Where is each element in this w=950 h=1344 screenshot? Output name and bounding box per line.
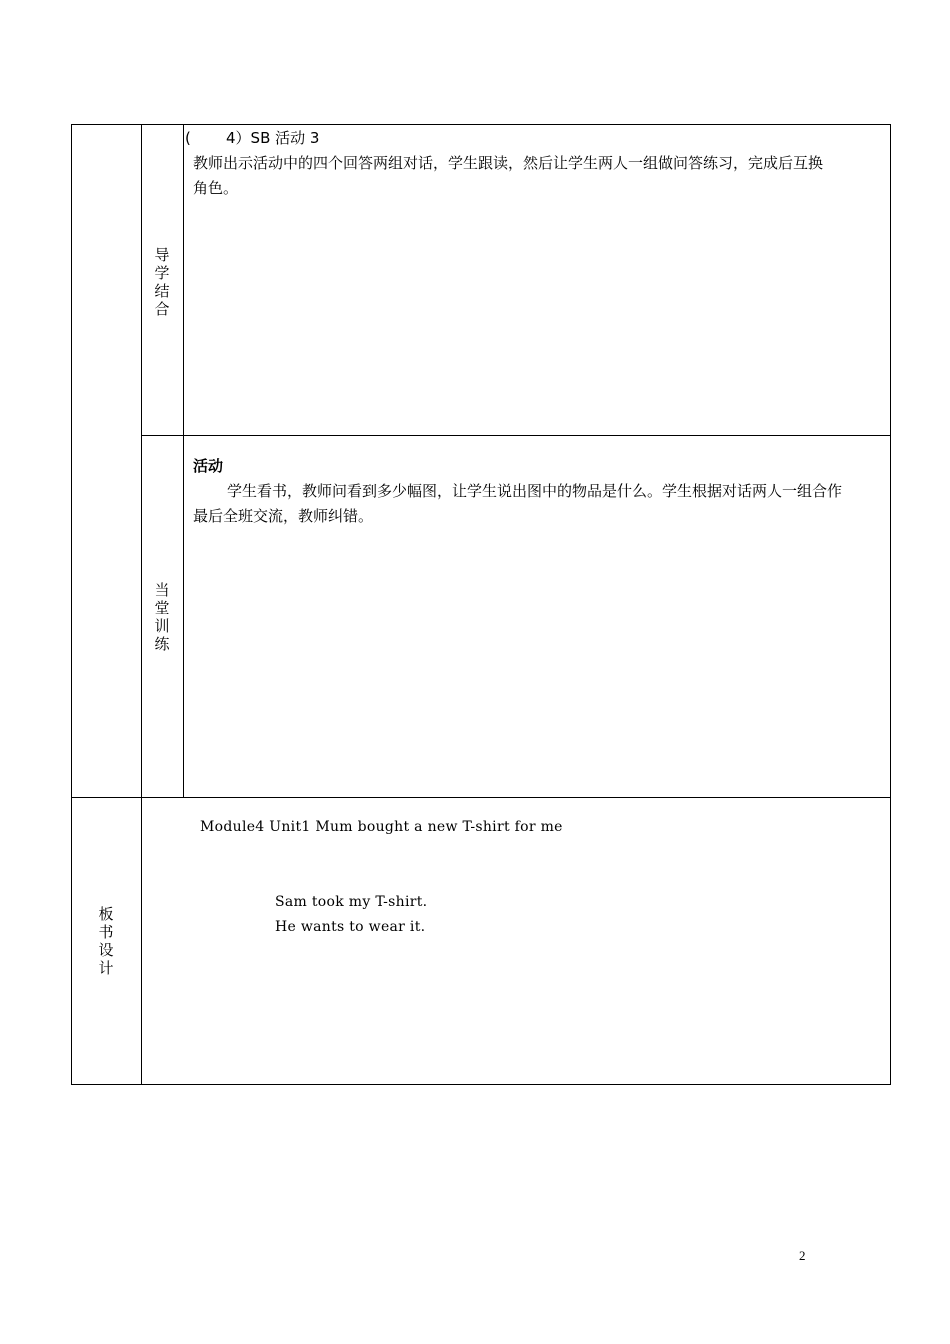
dangtang-text-line-2: 最后全班交流，教师纠错。 — [193, 507, 374, 525]
row-divider-daoxue — [141, 435, 891, 436]
dangtang-text-line-1: 学生看书，教师问看到多少幅图，让学生说出图中的物品是什么。学生根据对话两人一组合作 — [227, 482, 843, 500]
section-label-daoxue: 导学结合 — [154, 246, 170, 318]
board-sentence-1: Sam took my T-shirt. — [275, 894, 428, 910]
section-label-dangtang: 当堂训练 — [154, 581, 170, 653]
dangtang-heading: 活动 — [193, 457, 224, 475]
table-top-border — [71, 124, 891, 125]
section-label-banshu: 板书设计 — [98, 905, 114, 977]
step-title: 4）SB 活动 3 — [226, 129, 320, 147]
step-open-paren: ( — [185, 129, 191, 147]
table-bottom-border — [71, 1084, 891, 1085]
board-sentence-2: He wants to wear it. — [275, 919, 426, 935]
daoxue-text-line-2: 角色。 — [193, 179, 239, 197]
row-divider-dangtang — [71, 797, 891, 798]
daoxue-text-line-1: 教师出示活动中的四个回答两组对话，学生跟读，然后让学生两人一组做问答练习，完成后互换 — [193, 154, 824, 172]
page-number: 2 — [799, 1248, 806, 1263]
table-left-border — [71, 124, 72, 1085]
table-right-border — [890, 124, 891, 1085]
column-divider-1 — [141, 124, 142, 1085]
column-divider-2 — [183, 124, 184, 798]
board-title: Module4 Unit1 Mum bought a new T-shirt for me — [200, 819, 563, 835]
